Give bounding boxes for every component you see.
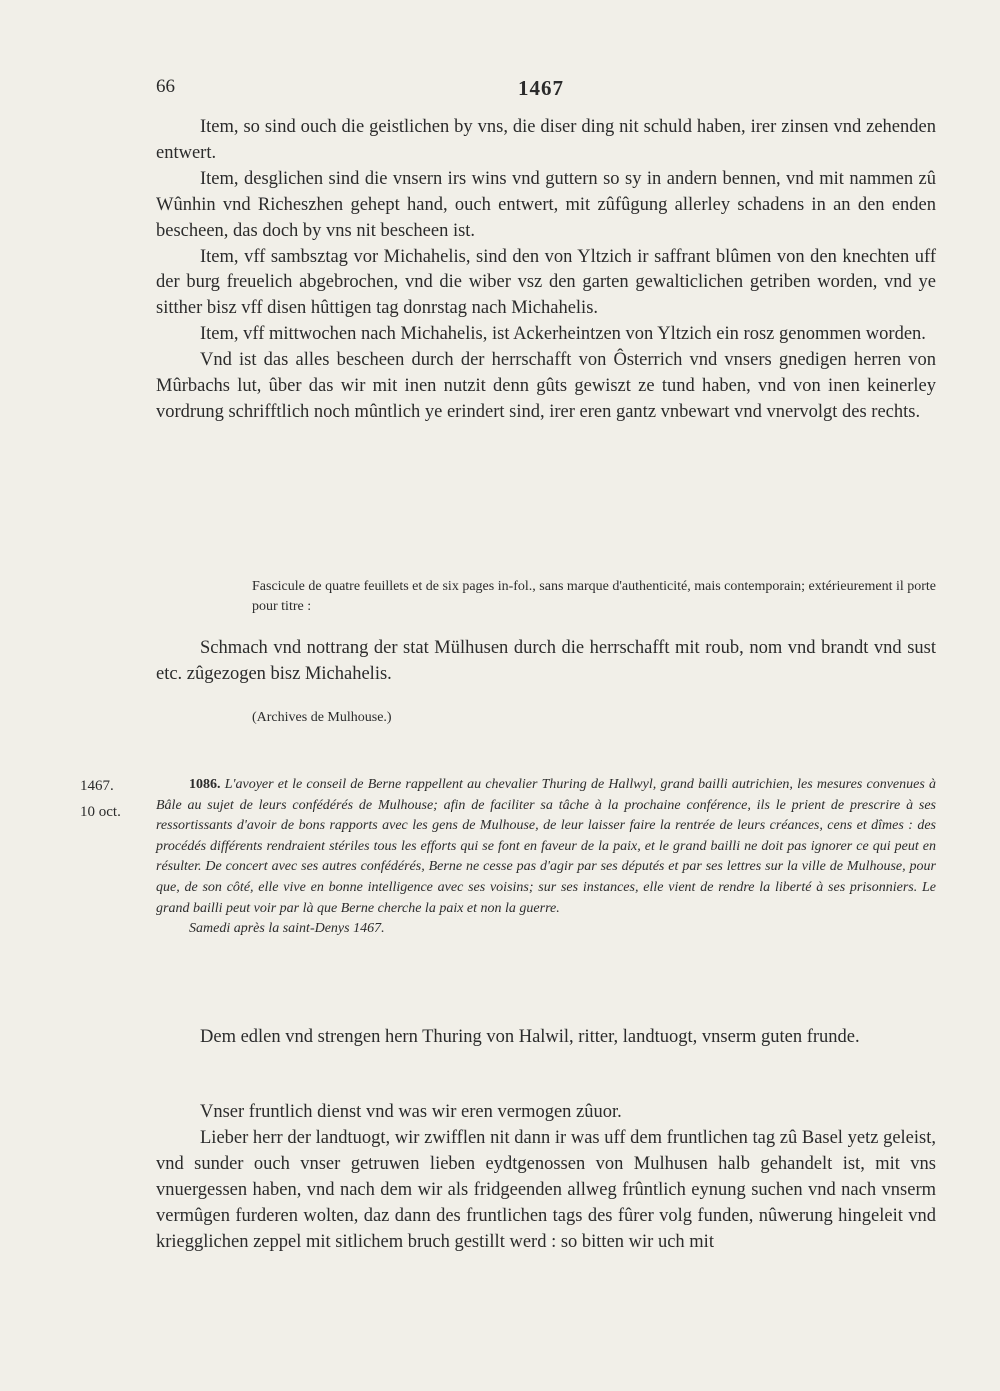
regest-text: L'avoyer et le conseil de Berne rappellent au chevalier Thuring de Hallwyl, grand bailli autrichien, les mesures convenues à Bâle au sujet de leurs confédérés de Mulhouse; afin de faciliter sa tâche à la prochaine conférence, ils le prient de prescrire à ses ressortissants d'avoir de bons rapports avec les gens de Mulhouse, de leur laisser faire la rentrée de leurs créances, cens et dîmes : des procédés différents rendraient stériles tous les efforts qui se font en faveur de la paix, et le grand bailli ne doit pas ignorer ce qui peut en résulter. De concert avec ses autres confédérés, Berne ne cesse pas d'agir par ses députés et par ses lettres sur la ville de Mulhouse, pour que, de son côté, elle vive en bonne intelligence avec ses voisins; sur ses instances, elle vient de rendre la liberté à ses prisonniers. Le grand bailli peut voir par là que Berne cherche la paix et non la guerre.	[156, 777, 936, 916]
paragraph: Item, vff mittwochen nach Michahelis, ist Ackerheintzen von Yltzich ein rosz genommen worden.	[200, 324, 926, 345]
paragraph: Vnd ist das alles bescheen durch der herrschafft von Ôsterrich vnd vnsers gnedigen herren von Mûrbachs lut, ûber das wir mit inen nutzit denn gûts gewiszt ze tund haben, vnd von inen keinerley vordrung schrifftlich noch mûntlich ye erindert sind, irer eren gantz vnbewart vnd vnervolgt des rechts.	[156, 350, 936, 422]
margin-date	[80, 773, 140, 825]
paragraph: Item, desglichen sind die vnsern irs wins vnd guttern so sy in andern bennen, vnd mit nammen zû Wûnhin vnd Richeszhen gehept hand, ouch entwert, mit zûfûgung allerley schadens in an den enden bescheen, das doch by vns nit bescheen ist.	[156, 168, 936, 241]
paragraph: Dem edlen vnd strengen hern Thuring von Halwil, ritter, landtuogt, vnserm guten frunde.	[200, 1027, 860, 1047]
margin-day: 10 oct.	[80, 804, 121, 820]
editorial-note: Fascicule de quatre feuillets et de six pages in-fol., sans marque d'authenticité, mais contemporain; extérieurement il porte pour titre :	[252, 579, 937, 614]
margin-year: 1467.	[80, 778, 114, 794]
paragraph: Vnser fruntlich dienst vnd was wir eren vermogen zûuor.	[200, 1102, 622, 1122]
paragraph: Lieber herr der landtuogt, wir zwifflen nit dann ir was uff dem fruntlichen tag zû Basel yetz geleist, vnd sunder ouch vnser getruwen lieben eydtgenossen von Mulhusen halb gehandelt ist, mit vns vnuergessen haben, vnd nach dem wir als fridgeenden allweg frûntlich eynung suchen vnd nach vnserm vermûgen furderen wolten, daz dann des fruntlichen tags des fûrer volg funden, nûwerung hingeleit vnd kriegglichen zeppel mit sitlichem bruch gestillt werd : so bitten wir uch mit	[156, 1127, 936, 1252]
paragraph: Schmach vnd nottrang der stat Mülhusen durch die herrschafft mit roub, nom vnd brandt vnd sust etc. zûgezogen bisz Michahelis.	[156, 638, 936, 684]
regest	[156, 775, 936, 940]
paragraph: Item, so sind ouch die geistlichen by vns, die diser ding nit schuld haben, irer zinsen vnd zehenden entwert.	[156, 117, 936, 163]
archive-reference: (Archives de Mulhouse.)	[252, 710, 392, 725]
title-text	[156, 636, 936, 688]
regest-date: Samedi après la saint-Denys 1467.	[189, 921, 385, 937]
text-block-2	[156, 1100, 936, 1255]
running-head-year: 1467	[518, 76, 564, 100]
paragraph: Item, vff sambsztag vor Michahelis, sind den von Yltzich ir saffrant blûmen von den knechten uff der burg freuelich abgebrochen, vnd die wiber vsz den garten gewalticlichen getriben worden, vnd ye sitther bisz vff disen hûttigen tag donrstag nach Michahelis.	[156, 246, 936, 319]
text-block-1	[156, 115, 936, 426]
page-number: 66	[156, 76, 175, 97]
address	[156, 1025, 936, 1051]
document-number: 1086.	[189, 777, 221, 792]
